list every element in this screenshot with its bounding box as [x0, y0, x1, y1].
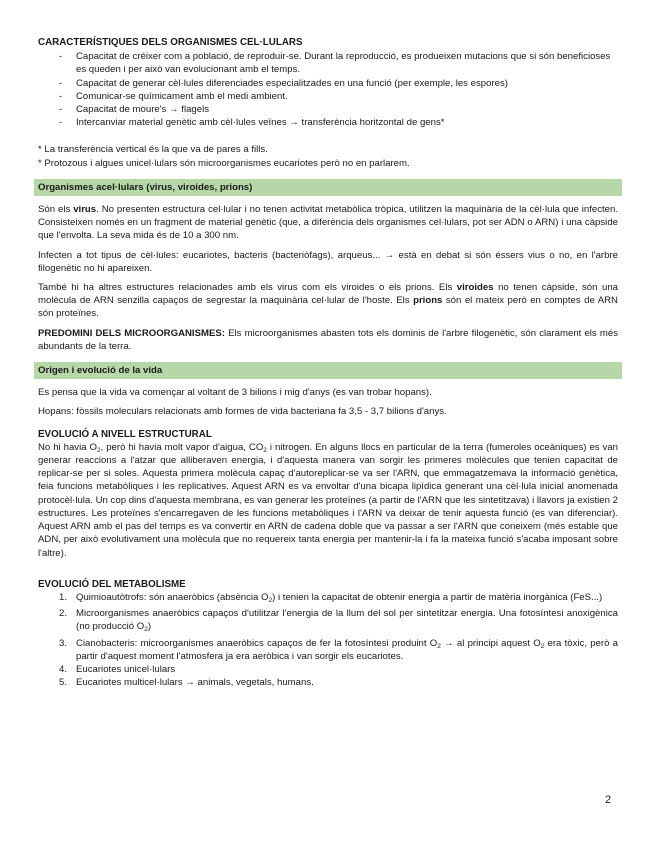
section-heading-cellular: CARACTERÍSTIQUES DELS ORGANISMES CEL·LULARS	[38, 37, 303, 48]
list-item: 4. Eucariotes unicel·lulars	[59, 663, 176, 675]
list-item: 5. Eucariotes multicel·lulars → animals, vegetals, humans.	[59, 677, 314, 689]
list-item: - Intercanviar material genètic amb cèl·lules veïnes → transferència horitzontal de gens*	[76, 116, 618, 129]
list-item: - Comunicar-se químicament amb el medi ambient.	[76, 90, 618, 103]
paragraph-predominance: PREDOMINI DELS MICROORGANISMES: Els microorganismes abasten tots els dominis de l'arbre filogenètic, són clarament els més abundants de la terra.	[38, 327, 618, 352]
paragraph-structural-evolution: No hi havia $O_2$, però hi havia molt vapor d'aigua, $CO_2$ i nitrogen. En alguns llocs en particular de la terra (fumeroles oceàniques) es van generar reaccions a l'atzar que alliberaven energia, i d'aquesta manera van sorgir les primeres molècules que tenien capacitat de replicar-se per si soles. Aquesta primera molècula capaç d'autoreplicar-se va ser l'ARN, que emmagatzemava la informació genètica, feia funcions metabòliques i les replicatives. Aquest ARN es va envoltar d'una bicapa lipídica generant una cèl·lula inicial anomenada protocèl·lula. Un cop dins d'aquesta membrana, es van generar les proteïnes (a partir de l'ARN que les sintetitzava) i llavors ja existien 2 estructures. Les proteïnes s'encarregaven de les funcions metabòliques i l'ARN va deixar de tenir aquesta funció (es van diferenciar). Aquest ARN amb el pas del temps es va convertir en ARN de cadena doble que va passar a ser l'ARN que coneixem (més estable que ADN, per això evolutivament una molècula que no requereix tanta energia per mantenir-la i fa la mateixa funció s'acaba imposant sobre l'altre).	[38, 441, 618, 559]
paragraph-viroids-prions: També hi ha altres estructures relacionades amb els virus com els viroides o els prions. Els viroides no tenen càpside, són una molècula de ARN senzilla capaços de segrestar la maquinària cel·lular de l'hoste. Els prions són el mateix però en comptes de ARN són proteïnes.	[38, 282, 618, 320]
list-item: 1. Quimioautòtrofs: són anaeròbics (absència $O_2$) i tenien la capacitat de obtenir energia a partir de matèria inorgànica (FeS...)	[59, 591, 603, 604]
section-band-origin: Origen i evolució de la vida	[34, 362, 622, 379]
paragraph-origin: Es pensa que la vida va començar al voltant de 3 bilions i mig d'anys (es van trobar hopans).	[38, 387, 432, 399]
paragraph-infection: Infecten a tot tipus de cèl·lules: eucariotes, bacteris (bacteriòfags), arqueus... → està en debat si són éssers vius o no, en l'arbre filogenètic no hi apareixen.	[38, 249, 618, 274]
paragraph-virus: Són els virus. No presenten estructura cel·lular i no tenen activitat metabòlica tròpica, utilitzen la maquinària de la cèl·lula que infecten. Consisteixen només en un fragment de material genètic (que, a diferència dels organismes cel·lulars, pot ser ADN o ARN) i una càpside que l'envolta. La seva mida és de 10 a 300 nm.	[38, 204, 618, 242]
list-item: - Capacitat de generar cèl·lules diferenciades especialitzades en una funció (per exemple, les espores)	[76, 77, 618, 90]
list-item: 2. Microorganismes anaeròbics capaços d'utilitzar l'energia de la llum del sol per sintetitzar energia. Una fotosíntesi anoxigènica (no producció $O_2$)	[59, 608, 618, 634]
page-number: 2	[605, 794, 612, 806]
document-page	[38, 36, 618, 689]
list-item: - Capacitat de créixer com a població, de reproduir-se. Durant la reproducció, es produeixen mutacions que si són beneficioses es queden i per això van evolucionant amb el temps.	[76, 50, 618, 76]
section-heading-metabolism: EVOLUCIÓ DEL METABOLISME	[38, 578, 186, 590]
section-heading-structural: EVOLUCIÓ A NIVELL ESTRUCTURAL	[38, 428, 212, 440]
metabolism-list	[38, 591, 618, 689]
cellular-characteristics-list	[38, 50, 618, 129]
list-item: 3. Cianobacteris: microorganismes anaeròbics capaços de fer la fotosíntesi produint $O_2$ → al principi aquest $O_2$ era tòxic, però a partir d'aquest moment l'atmosfera ja era aeròbica i van sorgir els eucariotes.	[59, 637, 618, 662]
paragraph-hopans: Hopans: fòssils moleculars relacionats amb formes de vida bacteriana fa 3,5 - 3,7 bilions d'anys.	[38, 406, 447, 418]
list-item: - Capacitat de moure's → flagels	[76, 103, 618, 116]
section-band-acellular: Organismes acel·lulars (virus, viroides, prions)	[34, 179, 622, 196]
footnote: * Protozous i algues unicel·lulars són microorganismes eucariotes però no en parlarem.	[38, 157, 410, 169]
footnote: * La transferència vertical és la que va de pares a fills.	[38, 144, 268, 156]
